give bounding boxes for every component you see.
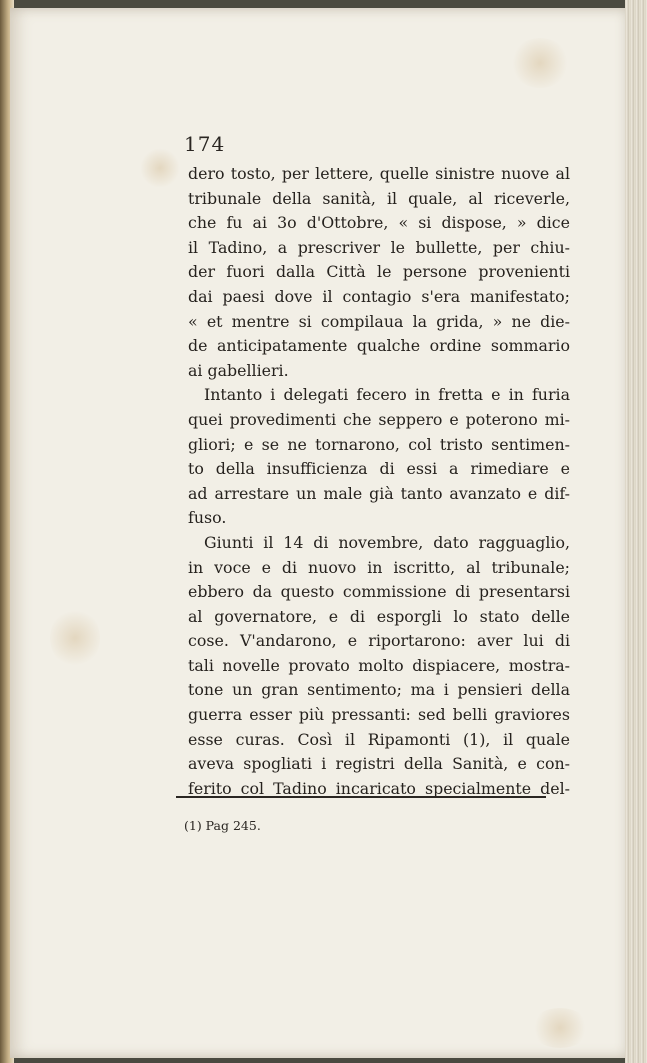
text-line: dai paesi dove il contagio s'era manifestato; xyxy=(188,286,570,306)
text-line: al governatore, e di esporgli lo stato delle xyxy=(188,606,570,626)
text-line: ad arrestare un male già tanto avanzato e dif- xyxy=(188,483,570,503)
text-line: Giunti il 14 di novembre, dato ragguaglio, xyxy=(204,532,570,552)
text-line: guerra esser più pressanti: sed belli graviores xyxy=(188,705,570,725)
text-line: tone un gran sentimento; ma i pensieri della xyxy=(188,680,570,700)
text-line: fuso. xyxy=(188,508,227,528)
foxing-stain xyxy=(140,148,180,188)
footnote-divider xyxy=(176,796,546,798)
text-line: il Tadino, a prescriver le bullette, per chiu- xyxy=(188,237,570,257)
text-line: aveva spogliati i registri della Sanità, e con- xyxy=(188,754,570,774)
text-line: tali novelle provato molto dispiacere, mostra- xyxy=(188,655,570,675)
text-line: ai gabellieri. xyxy=(188,360,289,380)
text-line: che fu ai 3o d'Ottobre, « si dispose, » dice xyxy=(188,213,570,233)
text-line: Intanto i delegati fecero in fretta e in furia xyxy=(204,385,570,405)
footnote: (1) Pag 245. xyxy=(184,818,261,833)
body-text xyxy=(188,162,570,801)
text-line: de anticipatamente qualche ordine sommario xyxy=(188,336,570,356)
text-line: « et mentre si compilaua la grida, » ne die- xyxy=(188,311,570,331)
text-line: der fuori dalla Città le persone provenienti xyxy=(188,262,570,282)
text-line: ebbero da questo commissione di presentarsi xyxy=(188,582,570,602)
text-line: to della insufficienza di essi a rimediare e xyxy=(188,459,570,479)
foxing-stain xyxy=(50,608,100,668)
foxing-stain xyxy=(510,38,570,88)
text-line: cose. V'andarono, e riportarono: aver lui di xyxy=(188,631,570,651)
text-line: esse curas. Così il Ripamonti (1), il quale xyxy=(188,729,570,749)
text-line: in voce e di nuovo in iscritto, al tribunale; xyxy=(188,557,570,577)
page-number: 174 xyxy=(184,132,226,156)
text-line: quei provedimenti che seppero e poterono mi- xyxy=(188,409,570,429)
page-stack-edge xyxy=(625,0,647,1063)
text-line: gliori; e se ne tornarono, col tristo sentimen- xyxy=(188,434,570,454)
text-line: ferito col Tadino incaricato specialmente del- xyxy=(188,778,570,798)
text-line: tribunale della sanità, il quale, al riceverle, xyxy=(188,188,570,208)
foxing-stain xyxy=(530,1008,590,1048)
text-line: dero tosto, per lettere, quelle sinistre nuove al xyxy=(188,164,570,183)
